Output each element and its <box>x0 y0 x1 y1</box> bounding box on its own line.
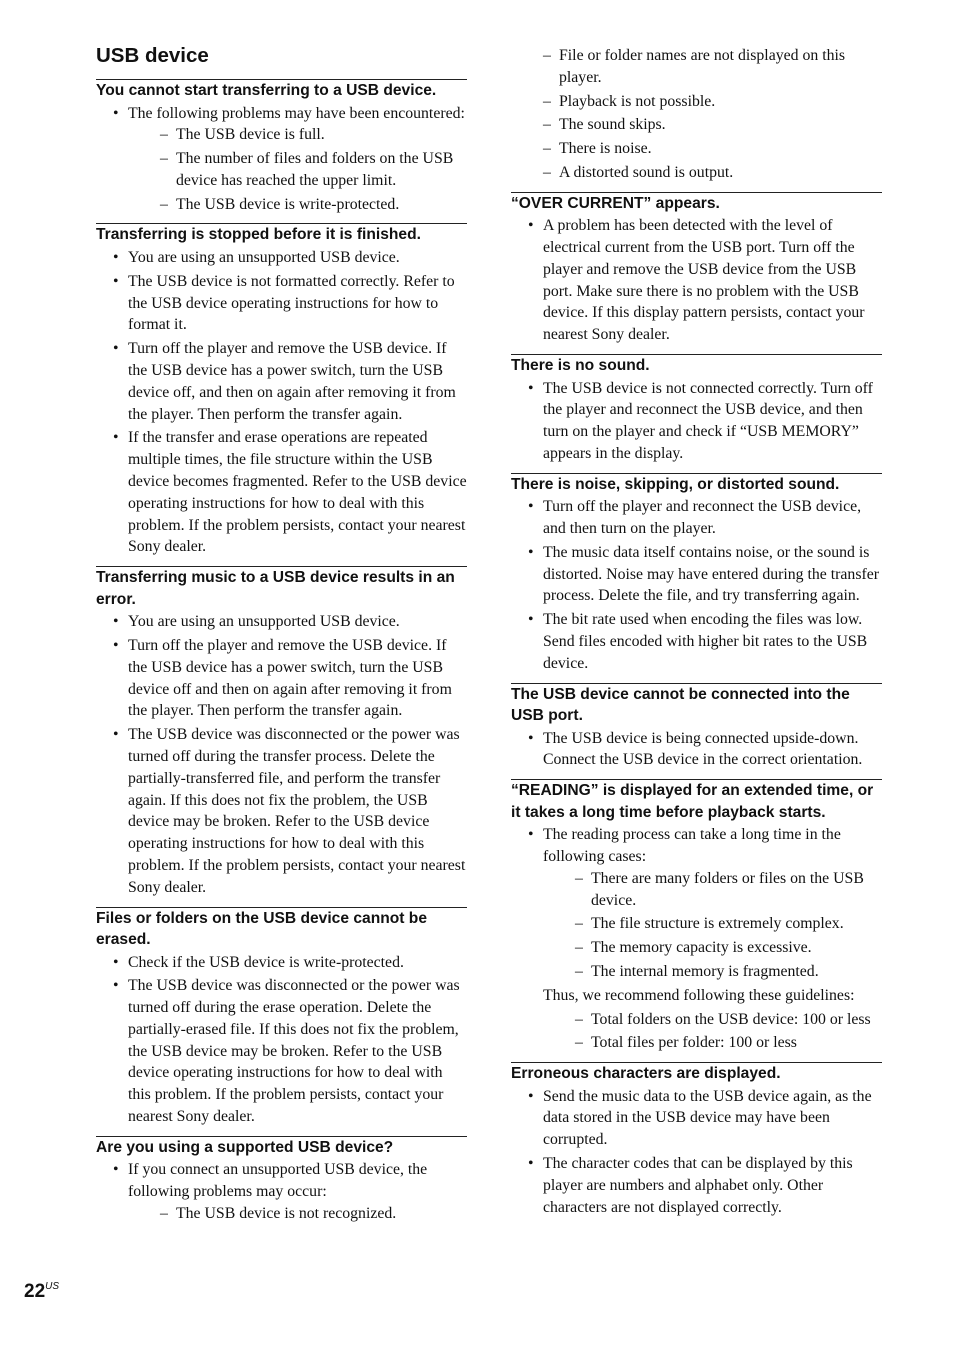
dash-item <box>543 868 883 912</box>
bullet-item <box>511 542 883 607</box>
entry-items <box>511 1086 883 1219</box>
bullet-glyph: • <box>113 429 119 447</box>
bullet-item-text: The following problems may have been encountered: <box>128 104 465 122</box>
dash-item-text: Playback is not possible. <box>559 92 716 110</box>
bullet-glyph: • <box>113 977 119 995</box>
dash-glyph: – <box>543 92 551 110</box>
bullet-glyph: • <box>528 729 534 747</box>
bullet-item-text: The character codes that can be displayed by this player are numbers and alphabet only. Other characters are not displayed correctly. <box>543 1155 853 1216</box>
entry-items <box>511 824 883 1054</box>
bullet-glyph: • <box>113 613 119 631</box>
dash-item <box>543 937 883 959</box>
dash-item <box>128 1203 468 1225</box>
entry-title: “READING” is displayed for an extended time, or it takes a long time before playback starts. <box>511 779 882 823</box>
dash-glyph: – <box>575 1034 583 1052</box>
entry-items <box>96 1159 468 1224</box>
entry-title: Files or folders on the USB device cannot be erased. <box>96 907 467 951</box>
dash-glyph: – <box>543 116 551 134</box>
dash-list <box>128 1203 468 1225</box>
dash-item <box>543 1009 883 1031</box>
bullet-item <box>96 1159 468 1224</box>
dash-glyph: – <box>160 126 168 144</box>
bullet-item <box>96 271 468 336</box>
dash-glyph: – <box>160 195 168 213</box>
dash-item <box>128 194 468 216</box>
troubleshooting-entry <box>511 354 883 465</box>
entry-items <box>511 378 883 465</box>
troubleshooting-entry <box>511 779 883 1054</box>
bullet-item <box>511 1153 883 1218</box>
dash-item-text: The memory capacity is excessive. <box>591 939 812 957</box>
bullet-glyph: • <box>528 826 534 844</box>
entry-title: Transferring music to a USB device results in an error. <box>96 566 467 610</box>
dash-item-text: The number of files and folders on the USB device has reached the upper limit. <box>176 150 454 189</box>
continued-list <box>511 45 883 184</box>
bullet-item <box>96 247 468 269</box>
entry-title: There is no sound. <box>511 354 882 377</box>
dash-item <box>543 961 883 983</box>
dash-item <box>511 162 883 184</box>
bullet-item-text: A problem has been detected with the level of electrical current from the USB port. Turn off the player and remove the USB device from the USB port. Make sure there is no problem with the USB device. If this display pattern persists, contact your nearest Sony dealer. <box>543 217 865 344</box>
dash-glyph: – <box>160 150 168 168</box>
bullet-glyph: • <box>113 1161 119 1179</box>
dash-item-text: There is noise. <box>559 140 652 158</box>
dash-item-text: The USB device is not recognized. <box>176 1204 397 1222</box>
bullet-glyph: • <box>113 104 119 122</box>
dash-item <box>543 1032 883 1054</box>
bullet-item <box>511 215 883 346</box>
bullet-glyph: • <box>113 953 119 971</box>
page-number-value: 22 <box>24 1281 46 1302</box>
entry-title: Are you using a supported USB device? <box>96 1136 467 1159</box>
bullet-item <box>96 975 468 1128</box>
dash-glyph: – <box>575 1010 583 1028</box>
dash-item <box>511 91 883 113</box>
entry-title: Transferring is stopped before it is finished. <box>96 223 467 246</box>
dash-item <box>511 138 883 160</box>
page-region-suffix: US <box>45 1281 60 1292</box>
bullet-item <box>511 824 883 1054</box>
troubleshooting-entry <box>96 566 468 898</box>
dash-item-text: Total folders on the USB device: 100 or less <box>591 1010 871 1028</box>
dash-item-text: The USB device is write-protected. <box>176 195 400 213</box>
bullet-glyph: • <box>113 636 119 654</box>
bullet-item <box>96 427 468 558</box>
bullet-item-text: The USB device is being connected upside-down. Connect the USB device in the correct orientation. <box>543 729 863 769</box>
dash-item <box>511 45 883 89</box>
troubleshooting-entry <box>96 907 468 1128</box>
section-title: USB device <box>96 44 209 67</box>
dash-item <box>543 913 883 935</box>
dash-list <box>543 868 883 983</box>
bullet-item-text: The USB device was disconnected or the power was turned off during the erase operation. Delete the partially-erased file. If this does not fix the problem, the USB device may be broken. Refer to the USB device operating instructions for how to deal with this problem. If the problem persists, contact your nearest Sony dealer. <box>128 977 460 1126</box>
bullet-glyph: • <box>113 272 119 290</box>
bullet-item-text: If you connect an unsupported USB device, the following problems may occur: <box>128 1161 428 1201</box>
bullet-item <box>96 611 468 633</box>
right-column <box>511 45 883 1226</box>
dash-item-text: The USB device is full. <box>176 126 325 144</box>
dash-glyph: – <box>160 1204 168 1222</box>
bullet-item-text: The USB device is not connected correctly. Turn off the player and reconnect the USB device, and then turn on the player and check if “USB MEMORY” appears in the display. <box>543 379 873 462</box>
dash-glyph: – <box>575 939 583 957</box>
bullet-item <box>96 338 468 425</box>
bullet-item <box>96 724 468 898</box>
dash-list <box>543 1009 883 1055</box>
entry-items <box>96 247 468 558</box>
dash-glyph: – <box>575 963 583 980</box>
dash-item-text: The file structure is extremely complex. <box>591 915 844 933</box>
troubleshooting-entry <box>511 473 883 675</box>
bullet-item <box>511 496 883 540</box>
troubleshooting-entry <box>96 1136 468 1225</box>
dash-item-text: There are many folders or files on the USB device. <box>591 869 864 909</box>
bullet-item-text: You are using an unsupported USB device. <box>128 248 400 266</box>
dash-glyph: – <box>543 140 551 158</box>
bullet-glyph: • <box>113 340 119 358</box>
bullet-glyph: • <box>528 217 534 235</box>
troubleshooting-entry <box>511 192 883 346</box>
dash-item-text: Total files per folder: 100 or less <box>591 1034 797 1052</box>
bullet-item-text: Turn off the player and remove the USB device. If the USB device has a power switch, turn the USB device off, and then on again after removing it from the player. Then perform the transfer again. <box>128 340 456 423</box>
dash-item <box>128 124 468 146</box>
troubleshooting-entry <box>96 79 468 215</box>
dash-item-text: The internal memory is fragmented. <box>591 963 819 980</box>
bullet-item-text: The bit rate used when encoding the files was low. Send files encoded with higher bit rates to the USB device. <box>543 611 868 672</box>
bullet-glyph: • <box>113 726 119 744</box>
bullet-item <box>511 1086 883 1151</box>
bullet-glyph: • <box>528 1087 534 1105</box>
entry-title: There is noise, skipping, or distorted sound. <box>511 473 882 496</box>
bullet-item-text: The reading process can take a long time in the following cases: <box>543 826 841 866</box>
bullet-item-text: The USB device is not formatted correctly. Refer to the USB device operating instructions for how to format it. <box>128 272 455 334</box>
left-column <box>96 79 468 1233</box>
bullet-item <box>96 635 468 722</box>
dash-list <box>128 124 468 215</box>
dash-glyph: – <box>575 915 583 933</box>
entry-items <box>511 728 883 772</box>
troubleshooting-entry <box>511 1062 883 1218</box>
troubleshooting-entry <box>511 683 883 772</box>
entry-title: “OVER CURRENT” appears. <box>511 192 882 215</box>
entry-items <box>511 215 883 346</box>
entry-items <box>96 952 468 1128</box>
dash-item <box>128 148 468 192</box>
troubleshooting-entry <box>96 223 468 558</box>
bullet-glyph: • <box>528 379 534 397</box>
bullet-item <box>511 609 883 674</box>
bullet-glyph: • <box>528 498 534 516</box>
bullet-item-text: Send the music data to the USB device again, as the data stored in the USB device may have been corrupted. <box>543 1087 872 1149</box>
dash-glyph: – <box>543 163 551 181</box>
entry-items <box>96 611 468 898</box>
page-number <box>24 1281 59 1303</box>
entry-title: Erroneous characters are displayed. <box>511 1062 882 1085</box>
dash-item-text: A distorted sound is output. <box>559 163 734 181</box>
entry-title: The USB device cannot be connected into the USB port. <box>511 683 882 727</box>
bullet-item-text: You are using an unsupported USB device. <box>128 613 400 631</box>
dash-glyph: – <box>543 47 551 64</box>
bullet-glyph: • <box>528 611 534 629</box>
dash-item-text: The sound skips. <box>559 116 666 134</box>
dash-item-text: File or folder names are not displayed on this player. <box>559 47 846 86</box>
bullet-item-text: Check if the USB device is write-protected. <box>128 953 404 971</box>
bullet-item-text: Turn off the player and reconnect the USB device, and then turn on the player. <box>543 498 862 538</box>
bullet-item <box>511 378 883 465</box>
bullet-item-text: The USB device was disconnected or the power was turned off during the transfer process. Delete the partially-transferred file, and perform the transfer again. If this does not fix the problem, the USB device may be broken. Refer to the USB device operating instructions for how to deal with this problem. If the problem persists, contact your nearest Sony dealer. <box>128 726 466 896</box>
guideline-intro: Thus, we recommend following these guidelines: <box>543 986 855 1004</box>
bullet-item <box>96 952 468 974</box>
bullet-glyph: • <box>528 1155 534 1173</box>
bullet-item-text: Turn off the player and remove the USB device. If the USB device has a power switch, turn the USB device off and then on again after removing it from the player. Then perform the transfer again. <box>128 636 452 720</box>
entry-items <box>96 103 468 216</box>
entry-items <box>511 496 883 674</box>
bullet-item-text: If the transfer and erase operations are repeated multiple times, the file structure within the USB device becomes fragmented. Refer to the USB device operating instructions for how to deal with this problem. If the problem persists, contact your nearest Sony dealer. <box>128 429 467 556</box>
dash-glyph: – <box>575 869 583 887</box>
entry-title: You cannot start transferring to a USB device. <box>96 79 467 102</box>
bullet-glyph: • <box>528 543 534 561</box>
bullet-item <box>96 103 468 216</box>
bullet-item <box>511 728 883 772</box>
dash-item <box>511 114 883 136</box>
bullet-item-text: The music data itself contains noise, or the sound is distorted. Noise may have entered during the transfer process. Delete the file, and try transferring again. <box>543 543 880 605</box>
bullet-glyph: • <box>113 248 119 266</box>
